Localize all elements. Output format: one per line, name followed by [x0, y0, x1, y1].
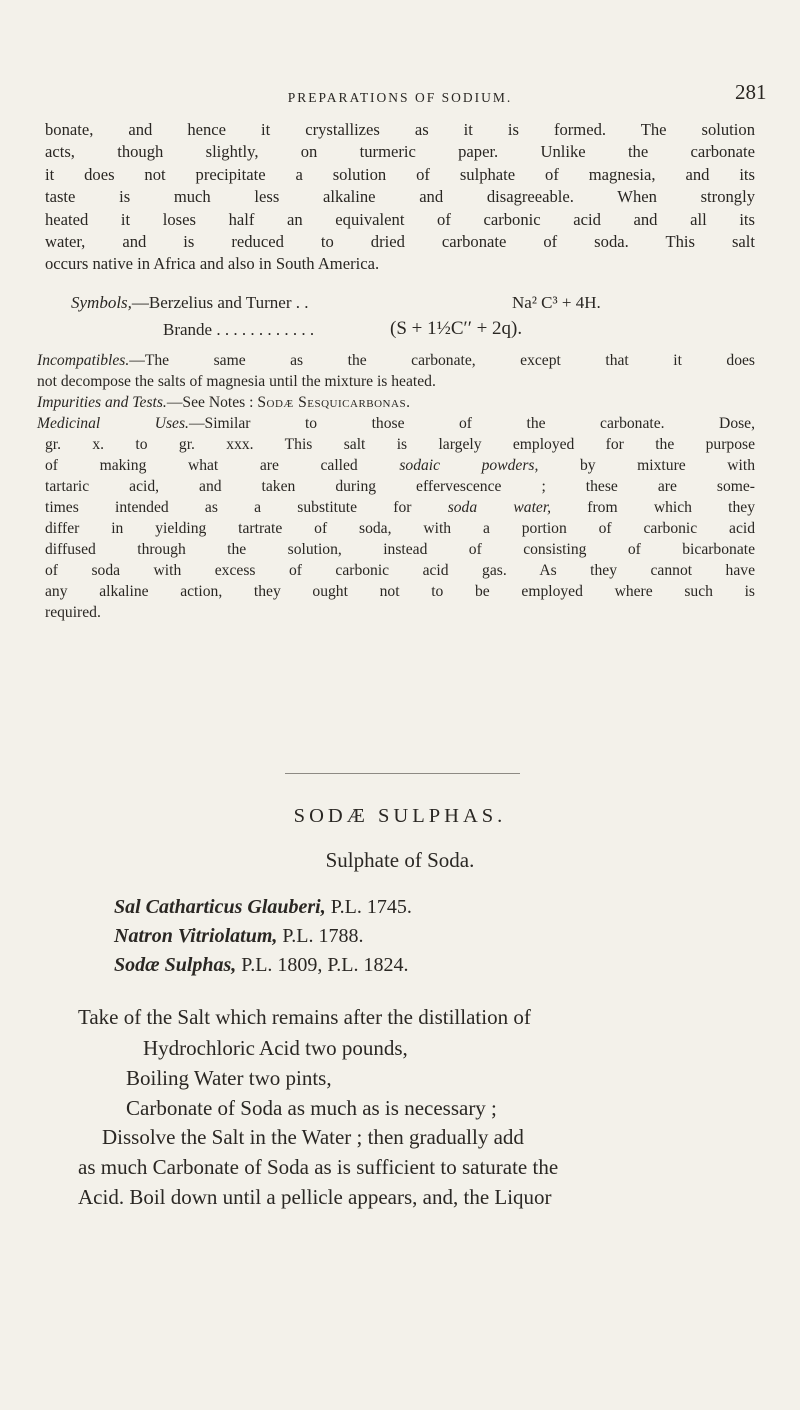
text-line: of making what are called sodaic powders, by mixture with: [45, 457, 755, 474]
impurities-ref: Sodæ Sesquicarbonas.: [257, 394, 411, 411]
synonym-line: Natron Vitriolatum, P.L. 1788.: [114, 925, 364, 947]
text-line: it does not precipitate a solution of sulphate of magnesia, and its: [45, 164, 755, 184]
synonym-line: Sodæ Sulphas, P.L. 1809, P.L. 1824.: [114, 954, 409, 976]
text-line: times intended as a substitute for soda water, from which they: [45, 499, 755, 516]
symbols-row-berzelius: [71, 293, 309, 313]
incompatibles-line: Incompatibles.—The same as the carbonate, except that it does: [37, 352, 755, 369]
recipe-line: Hydrochloric Acid two pounds,: [143, 1036, 408, 1060]
incompatibles-line: not decompose the salts of magnesia until the mixture is heated.: [37, 373, 436, 390]
recipe-line: as much Carbonate of Soda as is sufficient to saturate the: [78, 1155, 559, 1179]
intro-paragraph: [45, 119, 755, 276]
page-number: 281: [735, 80, 767, 104]
impurities-label: Impurities and Tests.: [37, 394, 167, 411]
section-title: SODÆ SULPHAS.: [293, 805, 507, 827]
section-divider: [285, 773, 520, 774]
symbols-row-brande: Brande . . . . . . . . . . . .: [163, 320, 315, 339]
symbols-authority-1: —Berzelius and Turner . .: [131, 293, 309, 312]
recipe-line: Acid. Boil down until a pellicle appears, and, the Liquor: [78, 1185, 552, 1209]
text-line: occurs native in Africa and also in South America.: [45, 254, 380, 274]
symbols-label: Symbols,: [71, 293, 132, 312]
text-line: of soda with excess of carbonic acid gas. As they cannot have: [45, 562, 755, 579]
text-line: diffused through the solution, instead of consisting of bicarbonate: [45, 541, 755, 558]
running-head: PREPARATIONS OF SODIUM.: [287, 90, 513, 105]
text-line: required.: [45, 604, 101, 621]
text-line: any alkaline action, they ought not to be employed where such is: [45, 583, 755, 600]
formula-berzelius: Na² C³ + 4H.: [512, 293, 601, 312]
text-line: differ in yielding tartrate of soda, with a portion of carbonic acid: [45, 520, 755, 537]
text-line: water, and is reduced to dried carbonate of soda. This salt: [45, 232, 755, 252]
impurities-line: Impurities and Tests.—See Notes : Sodæ Sesquicarbonas.: [37, 394, 411, 411]
recipe-line: Take of the Salt which remains after the distillation of: [78, 1005, 531, 1029]
medicinal-label: Medicinal Uses.: [37, 415, 189, 432]
section-subtitle: Sulphate of Soda.: [325, 848, 475, 872]
formula-brande: (S + 1½C′′ + 2q).: [390, 318, 523, 339]
text-line: tartaric acid, and taken during effervescence ; these are some-: [45, 478, 755, 495]
notes-paragraphs: [37, 350, 755, 434]
recipe-line: Dissolve the Salt in the Water ; then gradually add: [102, 1125, 524, 1149]
text-line: heated it loses half an equivalent of carbonic acid and all its: [45, 209, 755, 229]
recipe-line: Boiling Water two pints,: [126, 1066, 332, 1090]
recipe-line: Carbonate of Soda as much as is necessary ;: [126, 1096, 497, 1120]
medicinal-continued: [45, 434, 755, 623]
incompatibles-label: Incompatibles.: [37, 352, 130, 369]
text-line: bonate, and hence it crystallizes as it is formed. The solution: [45, 120, 755, 139]
text-line: acts, though slightly, on turmeric paper. Unlike the carbonate: [45, 142, 755, 162]
synonym-line: Sal Catharticus Glauberi, P.L. 1745.: [114, 896, 412, 918]
text-line: gr. x. to gr. xxx. This salt is largely employed for the purpose: [45, 436, 755, 453]
text-line: taste is much less alkaline and disagreeable. When strongly: [45, 187, 755, 207]
medicinal-line: Medicinal Uses.—Similar to those of the carbonate. Dose,: [37, 415, 755, 432]
